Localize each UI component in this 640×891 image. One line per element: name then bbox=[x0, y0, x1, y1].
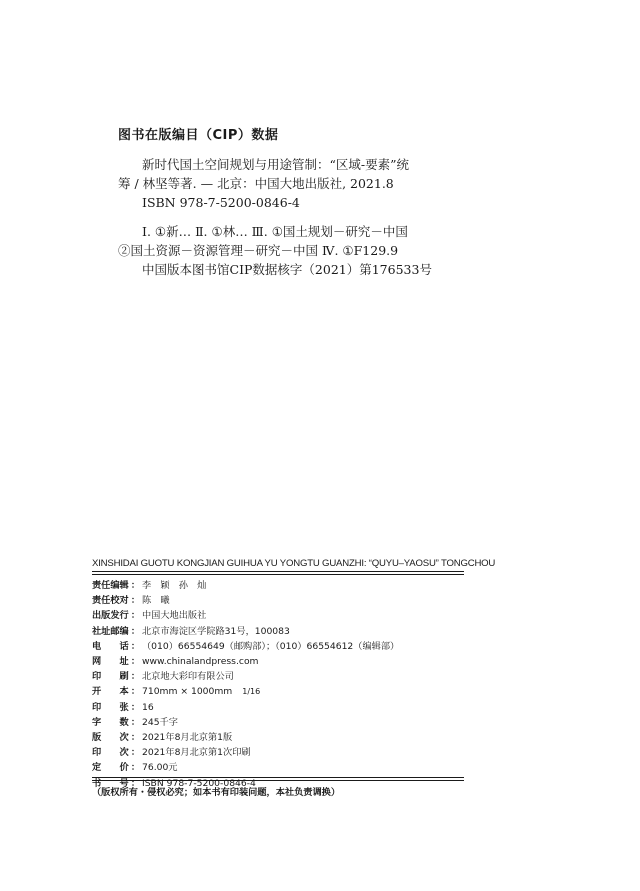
info-label: 版 次 ： bbox=[92, 732, 140, 744]
info-value: 北京市海淀区学院路31号，100083 bbox=[142, 625, 290, 637]
info-label: 责任校对 ： bbox=[92, 595, 140, 607]
info-row-address bbox=[92, 624, 464, 639]
cip-isbn-line: ISBN 978-7-5200-0846-4 bbox=[142, 195, 300, 210]
info-label: 定 价 ： bbox=[92, 762, 140, 774]
info-row-format bbox=[92, 684, 464, 699]
cip-data-block bbox=[118, 155, 432, 279]
info-label: 社址邮编 ： bbox=[92, 625, 140, 637]
info-label: 电 话 ： bbox=[92, 640, 140, 652]
info-row-phone bbox=[92, 639, 464, 654]
info-value: 北京地大彩印有限公司 bbox=[142, 671, 234, 683]
info-label: 开 本 ： bbox=[92, 686, 140, 698]
info-label: 网 址 ： bbox=[92, 656, 140, 668]
info-row-price bbox=[92, 760, 464, 775]
info-label: 印 次 ： bbox=[92, 747, 140, 759]
cip-record-number: 中国版本图书馆CIP数据核字（2021）第176533号 bbox=[142, 262, 432, 277]
info-value: （010）66554649（邮购部）；（010）66554612（编辑部） bbox=[142, 640, 400, 652]
info-row-editor bbox=[92, 578, 464, 593]
cip-title-line-1: 新时代国土空间规划与用途管制：“区域-要素”统 bbox=[142, 157, 410, 172]
info-row-edition bbox=[92, 730, 464, 745]
info-label: 责任编辑 ： bbox=[92, 580, 140, 591]
publication-info-table bbox=[92, 578, 464, 791]
info-value: www.chinalandpress.com bbox=[142, 656, 259, 668]
cip-title-line-2: 筹 / 林坚等著. — 北京：中国大地出版社, 2021.8 bbox=[118, 176, 394, 191]
divider-rule bbox=[92, 777, 464, 778]
info-value: 16 bbox=[142, 701, 154, 713]
info-value: 中国大地出版社 bbox=[142, 610, 207, 622]
info-value: 710mm × 1000mm bbox=[142, 686, 233, 698]
info-value: 2021年8月北京第1版 bbox=[142, 732, 233, 744]
info-value: 245千字 bbox=[142, 716, 178, 728]
info-label: 书 号 ： bbox=[92, 777, 140, 789]
divider-rule bbox=[92, 574, 464, 575]
info-label: 印 张 ： bbox=[92, 701, 140, 713]
info-value: ISBN 978-7-5200-0846-4 bbox=[142, 777, 256, 789]
info-label: 字 数 ： bbox=[92, 716, 140, 728]
cip-spacer bbox=[118, 212, 428, 222]
divider-rule bbox=[92, 780, 464, 781]
info-row-sheets bbox=[92, 700, 464, 715]
info-row-printing bbox=[92, 745, 464, 760]
info-value: 76.00元 bbox=[142, 762, 178, 774]
info-row-printer bbox=[92, 669, 464, 684]
info-label: 出版发行 ： bbox=[92, 610, 140, 622]
info-value: 李 颖 孙 灿 bbox=[142, 580, 207, 591]
pinyin-title: XINSHIDAI GUOTU KONGJIAN GUIHUA YU YONGTU GUANZHI: “QUYU–YAOSU” TONGCHOU bbox=[92, 558, 496, 569]
info-value: 2021年8月北京第1次印刷 bbox=[142, 747, 251, 759]
info-value: 陈 曦 bbox=[142, 595, 170, 607]
divider-rule bbox=[92, 571, 464, 572]
info-label: 印 刷 ： bbox=[92, 671, 140, 683]
cip-classification-line-1: Ⅰ. ①新… Ⅱ. ①林… Ⅲ. ①国土规划－研究－中国 bbox=[142, 224, 408, 239]
info-row-publisher bbox=[92, 608, 464, 623]
cip-heading: 图书在版编目（CIP）数据 bbox=[118, 128, 279, 143]
info-row-wordcount bbox=[92, 715, 464, 730]
info-row-proofreader bbox=[92, 593, 464, 608]
info-row-website bbox=[92, 654, 464, 669]
cip-classification-line-2: ②国土资源－资源管理－研究－中国 Ⅳ. ①F129.9 bbox=[118, 243, 399, 258]
format-fraction: 1/16 bbox=[242, 687, 261, 697]
copyright-notice: （版权所有・侵权必究；如本书有印装问题，本社负责调换） bbox=[92, 787, 341, 798]
